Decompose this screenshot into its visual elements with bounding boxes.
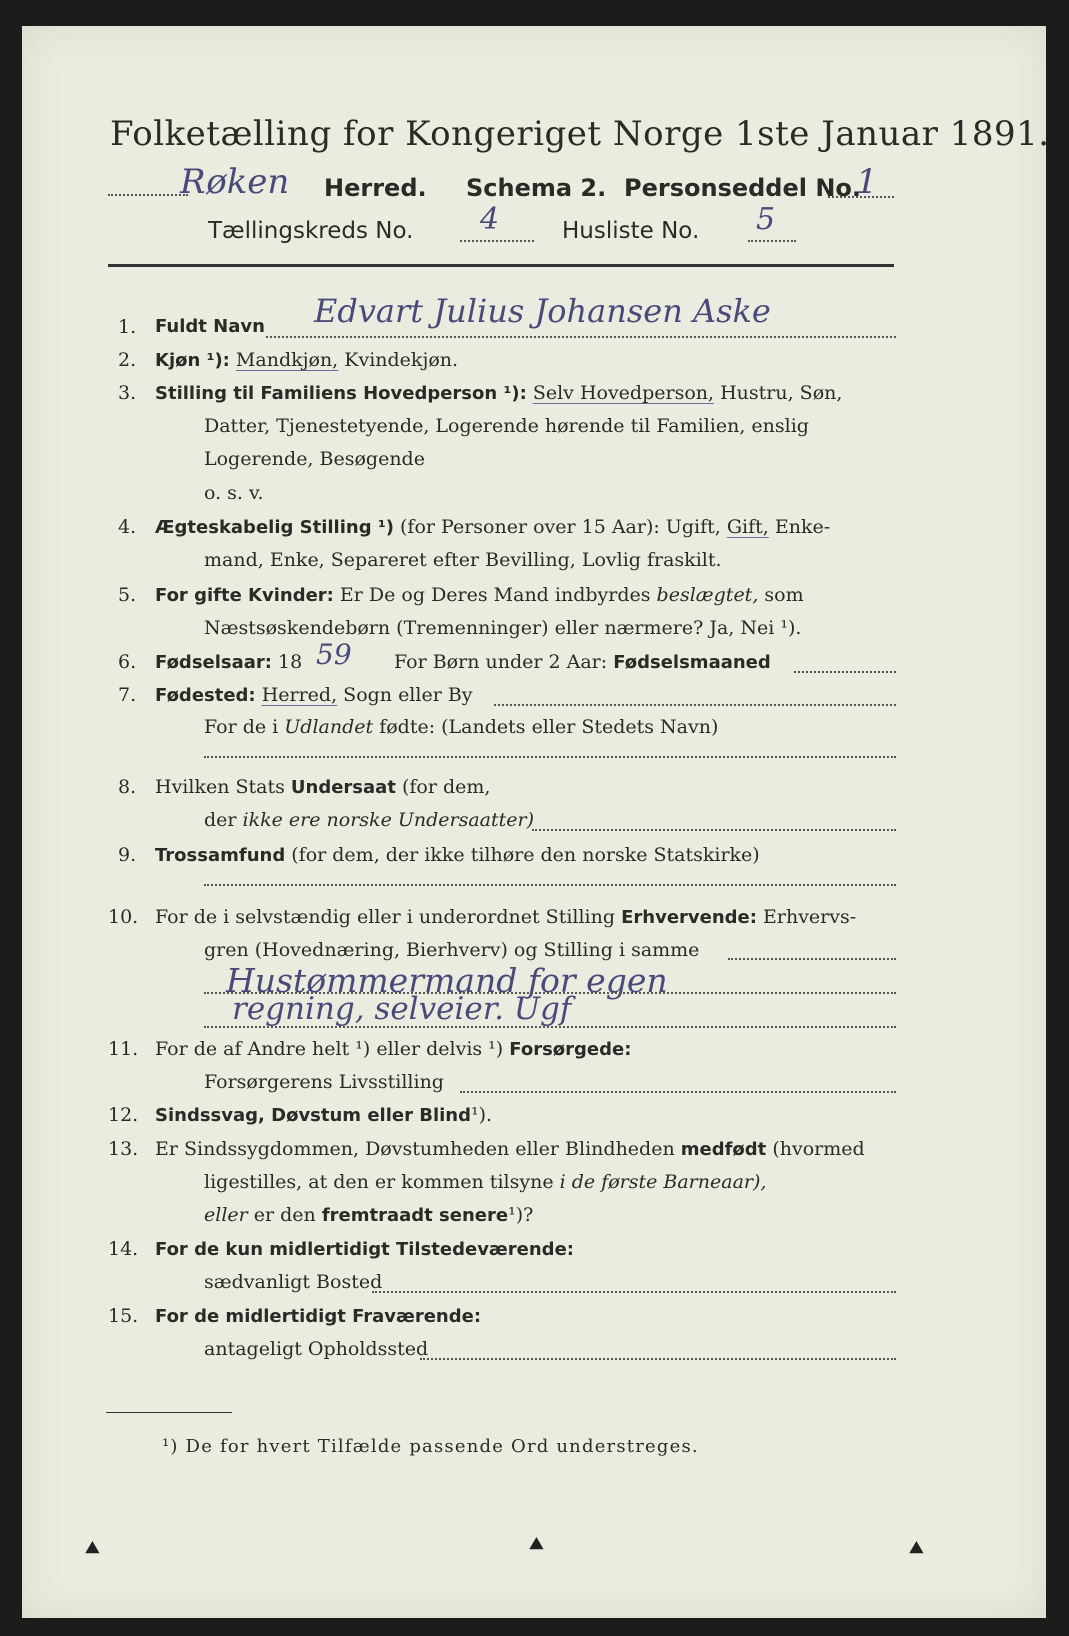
q4-line1b: Enke- — [774, 516, 831, 538]
q10-line1c: Erhvervs- — [763, 906, 857, 928]
q10-answer2: regning, selveier. Ugf — [232, 991, 572, 1027]
personseddel-dotline — [828, 196, 894, 198]
q13-line2a: ligestilles, at den er kommen tilsyne — [204, 1171, 554, 1193]
q6-number: 6. — [118, 651, 137, 673]
corner-mark-icon: ⯅ — [82, 1534, 103, 1564]
q15-label: For de midlertidigt Fraværende: — [155, 1306, 482, 1327]
q8-number: 8. — [118, 776, 137, 798]
q5-line1: Er De og Deres Mand indbyrdes — [339, 584, 651, 606]
q8-line1a: Hvilken Stats — [155, 776, 285, 798]
q15-number: 15. — [108, 1305, 139, 1327]
husliste-label: Husliste No. — [562, 218, 700, 244]
schema-label: Schema 2. — [466, 174, 607, 202]
q5-line2: Næstsøskendebørn (Tremenninger) eller nærmere? Ja, Nei ¹). — [204, 617, 802, 639]
herred-dotline — [108, 194, 188, 196]
herred-label: Herred. — [324, 174, 427, 202]
q3-number: 3. — [118, 382, 137, 404]
corner-mark-icon: ⯅ — [906, 1534, 927, 1564]
q7-line2a: For de i — [204, 716, 279, 738]
kreds-label: Tællingskreds No. — [208, 218, 414, 244]
kreds-value: 4 — [480, 202, 500, 237]
q9-rest: (for dem, der ikke tilhøre den norske Statskirke) — [291, 844, 760, 866]
kreds-dotline — [460, 240, 534, 242]
husliste-dotline — [748, 240, 796, 242]
q12-sup: ¹). — [470, 1104, 493, 1126]
q13-number: 13. — [108, 1138, 139, 1160]
q3-label: Stilling til Familiens Hovedperson ¹): — [155, 383, 527, 404]
personseddel-value: 1 — [856, 162, 878, 202]
q14-label: For de kun midlertidigt Tilstedeværende: — [155, 1239, 574, 1260]
personseddel-label: Personseddel No. — [624, 174, 862, 202]
header-rule — [108, 264, 894, 267]
q6-prefix: 18 — [278, 651, 303, 673]
q5-line1-italic: beslægtet, — [656, 584, 759, 606]
q11-dotline — [460, 1091, 896, 1093]
q1-answer: Edvart Julius Johansen Aske — [314, 292, 771, 330]
q13-line1a: Er Sindssygdommen, Døvstumheden eller Blindheden — [155, 1138, 675, 1160]
q7-line2-italic: Udlandet — [284, 716, 374, 738]
q14-number: 14. — [108, 1238, 139, 1260]
q13-line3-italic: eller — [204, 1204, 248, 1226]
q3-line1-rest: Hustru, Søn, — [720, 382, 843, 404]
q12-number: 12. — [108, 1104, 139, 1126]
q5-line1-end: som — [764, 584, 804, 606]
q2-label: Kjøn ¹): — [155, 350, 230, 371]
q13-line1b: medfødt — [680, 1139, 767, 1160]
census-form — [22, 26, 1050, 1618]
q6-dotline — [794, 671, 896, 673]
q13-line1c: (hvormed — [772, 1138, 865, 1160]
q13-line3a: er den — [253, 1204, 316, 1226]
q3-line2: Datter, Tjenestetyende, Logerende hørende til Familien, enslig — [204, 415, 809, 437]
center-mark-icon: ⯅ — [526, 1530, 547, 1560]
q10-line1a: For de i selvstændig eller i underordnet Stilling — [155, 906, 616, 928]
q10-dotline3 — [204, 1026, 896, 1028]
form-title: Folketælling for Kongeriget Norge 1ste Januar 1891. — [110, 114, 1050, 154]
q9-number: 9. — [118, 844, 137, 866]
q15-dotline — [420, 1358, 896, 1360]
q4-number: 4. — [118, 516, 137, 538]
footnote: ¹) De for hvert Tilfælde passende Ord understreges. — [162, 1436, 699, 1457]
q13-line3c: ¹)? — [508, 1204, 534, 1226]
q15-line2: antageligt Opholdssted — [204, 1338, 429, 1360]
q7-number: 7. — [118, 684, 137, 706]
q11-line2: Forsørgerens Livsstilling — [204, 1071, 444, 1093]
q4-line2: mand, Enke, Separeret efter Bevilling, Lovlig fraskilt. — [204, 549, 722, 571]
q7-line2b: fødte: (Landets eller Stedets Navn) — [379, 716, 719, 738]
q1-dotline — [266, 336, 896, 338]
q8-line2-italic: ikke ere norske Undersaatter) — [242, 809, 535, 831]
husliste-value: 5 — [756, 202, 776, 237]
q12-label: Sindssvag, Døvstum eller Blind — [155, 1105, 471, 1126]
q10-dotline — [728, 958, 896, 960]
q14-line2: sædvanligt Bosted — [204, 1271, 383, 1293]
q11-number: 11. — [108, 1038, 139, 1060]
herred-value: Røken — [180, 162, 290, 202]
q10-line1b: Erhvervende: — [621, 907, 757, 928]
q7-dotline — [494, 704, 896, 706]
q13-line3b: fremtraadt senere — [321, 1205, 509, 1226]
q14-dotline — [372, 1291, 896, 1293]
q5-label: For gifte Kvinder: — [155, 585, 334, 606]
q10-number: 10. — [108, 906, 139, 928]
q7-label: Fødested: — [155, 685, 256, 706]
q1-number: 1. — [118, 316, 137, 338]
footnote-rule — [106, 1412, 232, 1413]
q8-line1c: (for dem, — [401, 776, 491, 798]
q11-line1a: For de af Andre helt ¹) eller delvis ¹) — [155, 1038, 504, 1060]
q7-rest: Sogn eller By — [343, 684, 473, 706]
q9-label: Trossamfund — [155, 845, 286, 866]
q8-dotline — [532, 829, 896, 831]
q11-line1b: Forsørgede: — [509, 1039, 632, 1060]
q9-dotline — [204, 884, 896, 886]
q2-number: 2. — [118, 349, 137, 371]
q7-dotline2 — [204, 756, 896, 758]
q6-rest: For Børn under 2 Aar: — [394, 651, 608, 673]
q10-line2: gren (Hovednæring, Bierhverv) og Stilling i samme — [204, 939, 700, 961]
q2-mandkjon: Mandkjøn, — [235, 349, 339, 371]
q6-answer: 59 — [316, 638, 352, 671]
q7-selected: Herred, — [261, 684, 338, 706]
q8-line1b: Undersaat — [290, 777, 396, 798]
q6-rest-bold: Fødselsmaaned — [613, 652, 771, 673]
q13-line2-italic: i de første Barneaar), — [559, 1171, 767, 1193]
q3-selected: Selv Hovedperson, — [532, 382, 715, 404]
q3-line4: o. s. v. — [204, 482, 264, 504]
q8-line2a: der — [204, 809, 237, 831]
q4-selected: Gift, — [726, 516, 769, 538]
q4-label: Ægteskabelig Stilling ¹) — [155, 517, 394, 538]
q1-label: Fuldt Navn — [155, 316, 265, 337]
q6-label: Fødselsaar: — [155, 652, 272, 673]
q10-answer1: Hustømmermand for egen — [226, 961, 668, 1000]
q4-line1a: (for Personer over 15 Aar): Ugift, — [400, 516, 721, 538]
q2-kvindekjon: Kvindekjøn. — [344, 349, 459, 371]
q3-line3: Logerende, Besøgende — [204, 448, 425, 470]
q5-number: 5. — [118, 584, 137, 606]
